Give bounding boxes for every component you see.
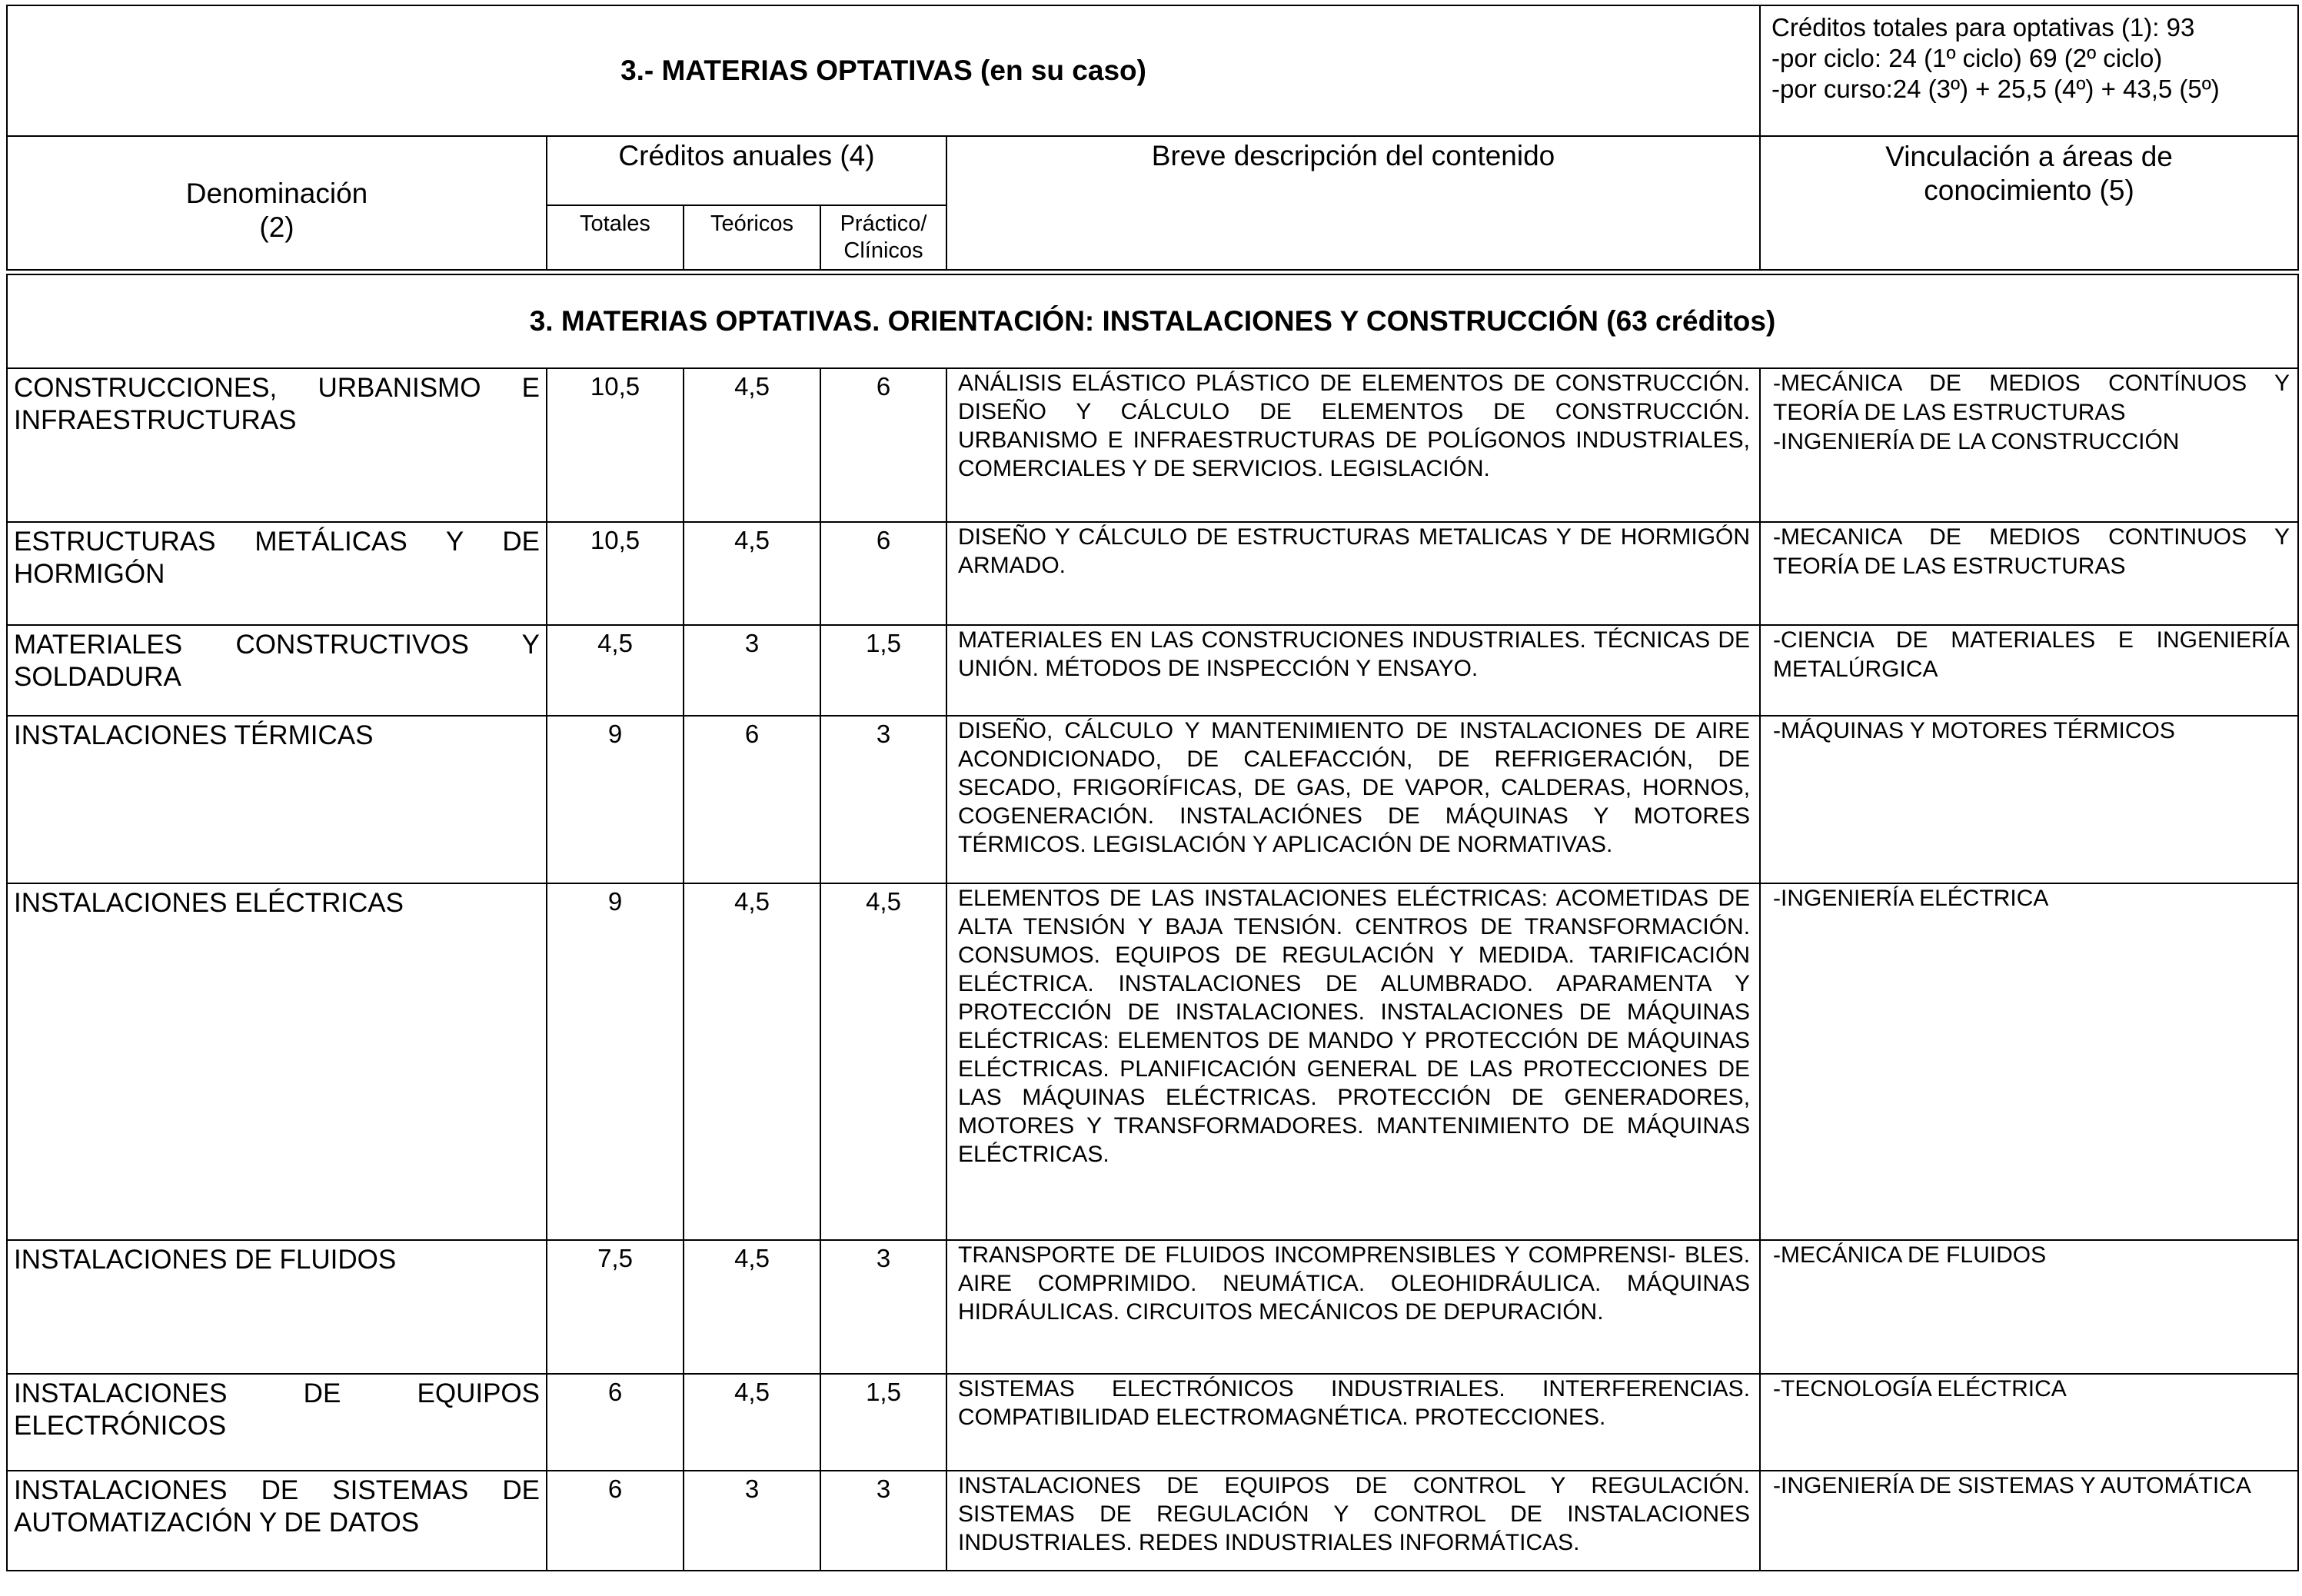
header-row	[7, 5, 2298, 136]
knowledge-areas	[1760, 883, 2298, 1240]
vinculacion-label: Vinculación a áreas de	[1885, 141, 2173, 172]
creditos-header: Créditos anuales (4)	[547, 136, 946, 205]
credits-teoricos: 6	[684, 716, 820, 883]
subject-description: INSTALACIONES DE EQUIPOS DE CONTROL Y REGULACIÓN. SISTEMAS DE REGULACIÓN Y CONTROL DE INSTALACIONES INDUSTRIALES. REDES INDUSTRIALES INFORMÁTICAS.	[946, 1471, 1760, 1571]
subject-name: CONSTRUCCIONES, URBANISMO E INFRAESTRUCTURAS	[7, 368, 547, 522]
denominacion-note: (2)	[259, 211, 294, 243]
table-row	[7, 883, 2298, 1240]
credits-practicos: 4,5	[820, 883, 946, 1240]
credits-practicos: 3	[820, 1240, 946, 1374]
subject-name: INSTALACIONES DE SISTEMAS DE AUTOMATIZACIÓN Y DE DATOS	[7, 1471, 547, 1571]
knowledge-area: -CIENCIA DE MATERIALES E INGENIERÍA METALÚRGICA	[1773, 627, 2290, 682]
table-row	[7, 1471, 2298, 1571]
credits-totales: 9	[547, 883, 684, 1240]
table-row	[7, 522, 2298, 625]
credits-practicos: 1,5	[820, 1374, 946, 1471]
credits-totales: 7,5	[547, 1240, 684, 1374]
column-header-row	[7, 136, 2298, 205]
credits-practicos: 6	[820, 522, 946, 625]
credits-teoricos: 4,5	[684, 883, 820, 1240]
section-title: 3. MATERIAS OPTATIVAS. ORIENTACIÓN: INSTALACIONES Y CONSTRUCCIÓN (63 créditos)	[7, 274, 2298, 368]
knowledge-areas	[1760, 716, 2298, 883]
knowledge-areas	[1760, 368, 2298, 522]
table-row	[7, 1240, 2298, 1374]
denominacion-header	[7, 136, 547, 270]
subject-description: MATERIALES EN LAS CONSTRUCIONES INDUSTRIALES. TÉCNICAS DE UNIÓN. MÉTODOS DE INSPECCIÓN Y ENSAYO.	[946, 625, 1760, 716]
credits-teoricos: 4,5	[684, 1240, 820, 1374]
section-row	[7, 274, 2298, 368]
credits-teoricos: 4,5	[684, 522, 820, 625]
credits-practicos: 3	[820, 1471, 946, 1571]
knowledge-areas	[1760, 1374, 2298, 1471]
practicos-header	[820, 205, 946, 270]
subject-description: DISEÑO Y CÁLCULO DE ESTRUCTURAS METALICAS Y DE HORMIGÓN ARMADO.	[946, 522, 1760, 625]
credits-summary	[1760, 5, 2298, 136]
table-row	[7, 716, 2298, 883]
table-row	[7, 625, 2298, 716]
teoricos-header: Teóricos	[684, 205, 820, 270]
credits-totales: 10,5	[547, 522, 684, 625]
table-row	[7, 368, 2298, 522]
denominacion-label: Denominación	[185, 178, 368, 209]
vinculacion-note: conocimiento (5)	[1924, 175, 2134, 206]
document-sheet	[6, 5, 2302, 1591]
knowledge-areas	[1760, 1240, 2298, 1374]
practicos-label: Práctico/	[840, 211, 927, 236]
table-row	[7, 1374, 2298, 1471]
credits-teoricos: 4,5	[684, 368, 820, 522]
subject-name: INSTALACIONES TÉRMICAS	[7, 716, 547, 883]
subject-description: DISEÑO, CÁLCULO Y MANTENIMIENTO DE INSTALACIONES DE AIRE ACONDICIONADO, DE CALEFACCIÓN, DE REFRIGERACIÓN, DE SECADO, FRIGORÍFICAS, DE GAS, DE VAPOR, CALDERAS, HORNOS, COGENERACIÓN. INSTALACIÓNES DE MÁQUINAS Y MOTORES TÉRMICOS. LEGISLACIÓN Y APLICACIÓN DE NORMATIVAS.	[946, 716, 1760, 883]
subject-name: ESTRUCTURAS METÁLICAS Y DE HORMIGÓN	[7, 522, 547, 625]
optativas-table	[6, 5, 2299, 1571]
credits-teoricos: 3	[684, 1471, 820, 1571]
credits-totales: 9	[547, 716, 684, 883]
credits-per-course: -por curso:24 (3º) + 25,5 (4º) + 43,5 (5º)	[1771, 75, 2220, 103]
subject-name: MATERIALES CONSTRUCTIVOS Y SOLDADURA	[7, 625, 547, 716]
knowledge-area: -MECÁNICA DE MEDIOS CONTÍNUOS Y TEORÍA DE LAS ESTRUCTURAS	[1773, 371, 2290, 425]
credits-totales: 6	[547, 1471, 684, 1571]
subject-description: ELEMENTOS DE LAS INSTALACIONES ELÉCTRICAS: ACOMETIDAS DE ALTA TENSIÓN Y BAJA TENSIÓN. CENTROS DE TRANSFORMACIÓN. CONSUMOS. EQUIPOS DE REGULACIÓN Y MEDIDA. TARIFICACIÓN ELÉCTRICA. INSTALACIONES DE ALUMBRADO. APARAMENTA Y PROTECCIÓN DE INSTALACIONES. INSTALACIONES DE MÁQUINAS ELÉCTRICAS: ELEMENTOS DE MANDO Y PROTECCIÓN DE MÁQUINAS ELÉCTRICAS. PLANIFICACIÓN GENERAL DE LAS PROTECCIONES DE LAS MÁQUINAS ELÉCTRICAS. PROTECCIÓN DE GENERADORES, MOTORES Y TRANSFORMADORES. MANTENIMIENTO DE MÁQUINAS ELÉCTRICAS.	[946, 883, 1760, 1240]
credits-totales: 4,5	[547, 625, 684, 716]
knowledge-area: -INGENIERÍA DE SISTEMAS Y AUTOMÁTICA	[1773, 1473, 2251, 1498]
knowledge-area: -TECNOLOGÍA ELÉCTRICA	[1773, 1376, 2067, 1401]
subject-name: INSTALACIONES ELÉCTRICAS	[7, 883, 547, 1240]
knowledge-area: -MECÁNICA DE FLUIDOS	[1773, 1242, 2047, 1268]
knowledge-area: -MECANICA DE MEDIOS CONTINUOS Y TEORÍA DE LAS ESTRUCTURAS	[1773, 524, 2290, 579]
page-title: 3.- MATERIAS OPTATIVAS (en su caso)	[7, 5, 1760, 136]
credits-totales: 10,5	[547, 368, 684, 522]
credits-per-cycle: -por ciclo: 24 (1º ciclo) 69 (2º ciclo)	[1771, 44, 2163, 72]
credits-practicos: 3	[820, 716, 946, 883]
credits-teoricos: 4,5	[684, 1374, 820, 1471]
knowledge-areas	[1760, 522, 2298, 625]
knowledge-area: -MÁQUINAS Y MOTORES TÉRMICOS	[1773, 718, 2175, 743]
subject-name: INSTALACIONES DE FLUIDOS	[7, 1240, 547, 1374]
totales-header: Totales	[547, 205, 684, 270]
credits-practicos: 6	[820, 368, 946, 522]
subject-name: INSTALACIONES DE EQUIPOS ELECTRÓNICOS	[7, 1374, 547, 1471]
knowledge-areas	[1760, 625, 2298, 716]
knowledge-area: -INGENIERÍA DE LA CONSTRUCCIÓN	[1773, 429, 2180, 454]
credits-total: Créditos totales para optativas (1): 93	[1771, 13, 2195, 42]
knowledge-area: -INGENIERÍA ELÉCTRICA	[1773, 886, 2049, 911]
subject-description: TRANSPORTE DE FLUIDOS INCOMPRENSIBLES Y COMPRENSI- BLES. AIRE COMPRIMIDO. NEUMÁTICA. OLEOHIDRÁULICA. MÁQUINAS HIDRÁULICAS. CIRCUITOS MECÁNICOS DE DEPURACIÓN.	[946, 1240, 1760, 1374]
subject-description: ANÁLISIS ELÁSTICO PLÁSTICO DE ELEMENTOS DE CONSTRUCCIÓN. DISEÑO Y CÁLCULO DE ELEMENTOS DE CONSTRUCCIÓN. URBANISMO E INFRAESTRUCTURAS DE POLÍGONOS INDUSTRIALES, COMERCIALES Y DE SERVICIOS. LEGISLACIÓN.	[946, 368, 1760, 522]
credits-practicos: 1,5	[820, 625, 946, 716]
clinicos-label: Clínicos	[843, 238, 923, 263]
credits-teoricos: 3	[684, 625, 820, 716]
credits-totales: 6	[547, 1374, 684, 1471]
subject-description: SISTEMAS ELECTRÓNICOS INDUSTRIALES. INTERFERENCIAS. COMPATIBILIDAD ELECTROMAGNÉTICA. PROTECCIONES.	[946, 1374, 1760, 1471]
knowledge-areas	[1760, 1471, 2298, 1571]
descripcion-header: Breve descripción del contenido	[946, 136, 1760, 270]
vinculacion-header	[1760, 136, 2298, 270]
